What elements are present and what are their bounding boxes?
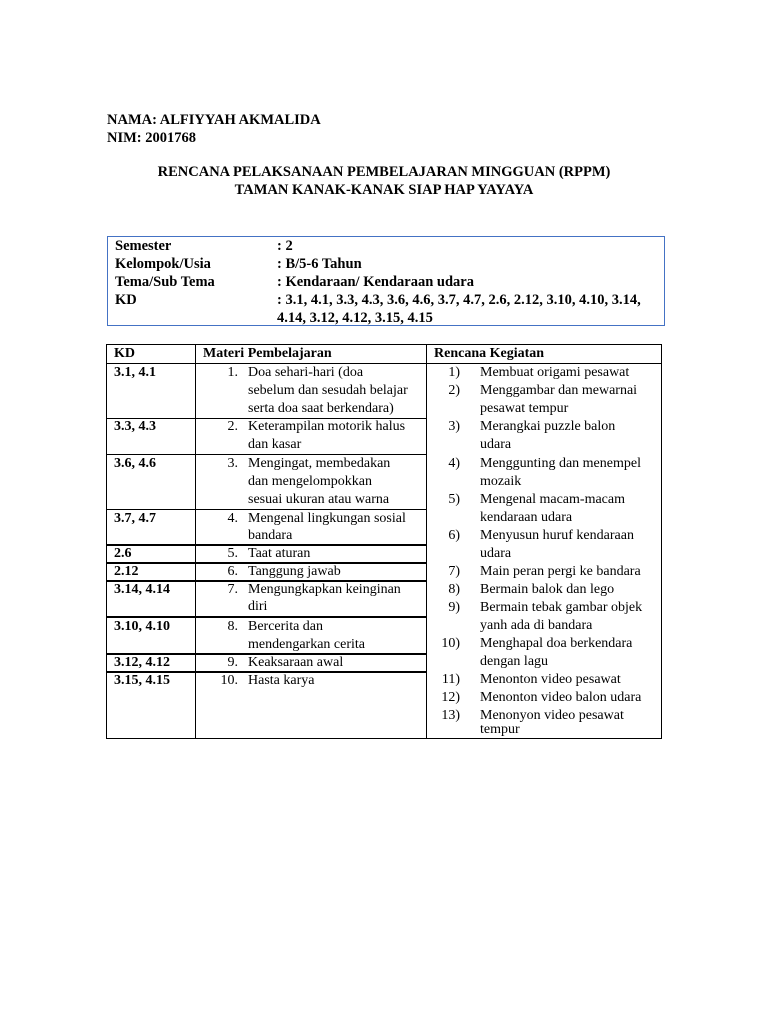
- tema-value: : Kendaraan/ Kendaraan udara: [277, 274, 474, 290]
- tema-label: Tema/Sub Tema: [115, 274, 215, 290]
- kegiatan-line: yanh ada di bandara: [480, 618, 593, 633]
- materi-line: Mengungkapkan keinginan: [248, 582, 401, 597]
- kegiatan-line: pesawat tempur: [480, 401, 569, 416]
- kegiatan-line: Merangkai puzzle balon: [480, 419, 616, 434]
- plan-table: [106, 344, 662, 739]
- materi-line: Doa sehari-hari (doa: [248, 365, 364, 380]
- kegiatan-number: 3): [448, 419, 460, 434]
- header-kd: KD: [114, 346, 135, 361]
- student-name: NAMA: ALFIYYAH AKMALIDA: [107, 112, 321, 128]
- kegiatan-line: udara: [480, 546, 512, 561]
- kegiatan-number: 10): [441, 636, 460, 651]
- materi-number: 4.: [227, 511, 238, 526]
- materi-number: 9.: [227, 655, 238, 670]
- kegiatan-line: Menonton video pesawat: [480, 672, 621, 687]
- kegiatan-line: Bermain balok dan lego: [480, 582, 615, 597]
- materi-number: 5.: [227, 546, 238, 561]
- materi-line: serta doa saat berkendara): [248, 401, 394, 416]
- document-title: RENCANA PELAKSANAAN PEMBELAJARAN MINGGUAN (RPPM): [157, 164, 611, 180]
- kegiatan-number: 4): [448, 456, 460, 471]
- materi-line: dan kasar: [248, 437, 302, 452]
- kegiatan-line: Menggambar dan mewarnai: [480, 383, 638, 398]
- kd-cell: 3.15, 4.15: [114, 673, 170, 688]
- materi-line: Mengingat, membedakan: [248, 456, 391, 471]
- student-nim: NIM: 2001768: [107, 130, 197, 146]
- kegiatan-number: 12): [441, 690, 460, 705]
- materi-number: 6.: [227, 564, 238, 579]
- kegiatan-line: kendaraan udara: [480, 510, 573, 525]
- kegiatan-line: Menonton video balon udara: [480, 690, 642, 705]
- materi-line: Bercerita dan: [248, 619, 324, 634]
- kd-cell: 2.12: [114, 564, 139, 579]
- kegiatan-number: 1): [448, 365, 460, 380]
- materi-line: dan mengelompokkan: [248, 474, 373, 489]
- kegiatan-number: 6): [448, 528, 460, 543]
- info-box: [107, 236, 665, 326]
- materi-number: 3.: [227, 456, 238, 471]
- kd-label: KD: [115, 292, 137, 308]
- kelompok-label: Kelompok/Usia: [115, 256, 211, 272]
- kegiatan-number: 2): [448, 383, 460, 398]
- kegiatan-number: 9): [448, 600, 460, 615]
- kd-value-line2: 4.14, 3.12, 4.12, 3.15, 4.15: [277, 310, 433, 326]
- kegiatan-line: Mengenal macam-macam: [480, 492, 625, 507]
- materi-line: sebelum dan sesudah belajar: [248, 383, 408, 398]
- kegiatan-line: Menghapal doa berkendara: [480, 636, 633, 651]
- kd-cell: 3.7, 4.7: [114, 511, 156, 526]
- kegiatan-line: Menyusun huruf kendaraan: [480, 528, 634, 543]
- kegiatan-number: 8): [448, 582, 460, 597]
- kegiatan-line: mozaik: [480, 474, 522, 489]
- materi-number: 2.: [227, 419, 238, 434]
- header-materi: Materi Pembelajaran: [203, 346, 332, 361]
- kegiatan-number: 5): [448, 492, 460, 507]
- kd-cell: 3.10, 4.10: [114, 619, 170, 634]
- student-identity: [107, 111, 321, 147]
- kegiatan-line: Membuat origami pesawat: [480, 365, 630, 380]
- header-kegiatan: Rencana Kegiatan: [434, 346, 545, 361]
- materi-line: Keterampilan motorik halus: [248, 419, 406, 434]
- kegiatan-number: 13): [441, 708, 460, 723]
- materi-line: Hasta karya: [248, 673, 315, 688]
- kd-value-line1: : 3.1, 4.1, 3.3, 4.3, 3.6, 4.6, 3.7, 4.7, 2.6, 2.12, 3.10, 4.10, 3.14,: [277, 292, 641, 308]
- document-subtitle: TAMAN KANAK-KANAK SIAP HAP YAYAYA: [234, 182, 534, 198]
- kegiatan-number: 11): [441, 672, 460, 687]
- kd-cell: 3.3, 4.3: [114, 419, 156, 434]
- semester-value: : 2: [277, 238, 293, 254]
- materi-line: Tanggung jawab: [248, 564, 341, 579]
- semester-label: Semester: [115, 238, 172, 254]
- kd-cell: 3.6, 4.6: [114, 456, 156, 471]
- kd-cell: 3.12, 4.12: [114, 655, 170, 670]
- kegiatan-line: Main peran pergi ke bandara: [480, 564, 641, 579]
- kegiatan-line: udara: [480, 437, 512, 452]
- materi-line: mendengarkan cerita: [248, 637, 365, 652]
- materi-number: 10.: [220, 673, 238, 688]
- materi-number: 7.: [227, 582, 238, 597]
- materi-line: Taat aturan: [248, 546, 311, 561]
- kegiatan-line: tempur: [480, 722, 520, 737]
- kd-cell: 3.14, 4.14: [114, 582, 170, 597]
- materi-line: Keaksaraan awal: [248, 655, 344, 670]
- materi-number: 8.: [227, 619, 238, 634]
- materi-number: 1.: [227, 365, 238, 380]
- kegiatan-line: Menonyon video pesawat: [480, 708, 624, 723]
- column-divider: [195, 345, 196, 738]
- kd-cell: 2.6: [114, 546, 132, 561]
- materi-line: sesuai ukuran atau warna: [248, 492, 390, 507]
- column-divider: [426, 345, 427, 738]
- materi-line: Mengenal lingkungan sosial: [248, 511, 406, 526]
- materi-line: bandara: [248, 528, 293, 543]
- kegiatan-line: Menggunting dan menempel: [480, 456, 641, 471]
- kegiatan-line: dengan lagu: [480, 654, 549, 669]
- kelompok-value: : B/5-6 Tahun: [277, 256, 362, 272]
- kd-cell: 3.1, 4.1: [114, 365, 156, 380]
- kegiatan-line: Bermain tebak gambar objek: [480, 600, 643, 615]
- kegiatan-number: 7): [448, 564, 460, 579]
- materi-line: diri: [248, 599, 268, 614]
